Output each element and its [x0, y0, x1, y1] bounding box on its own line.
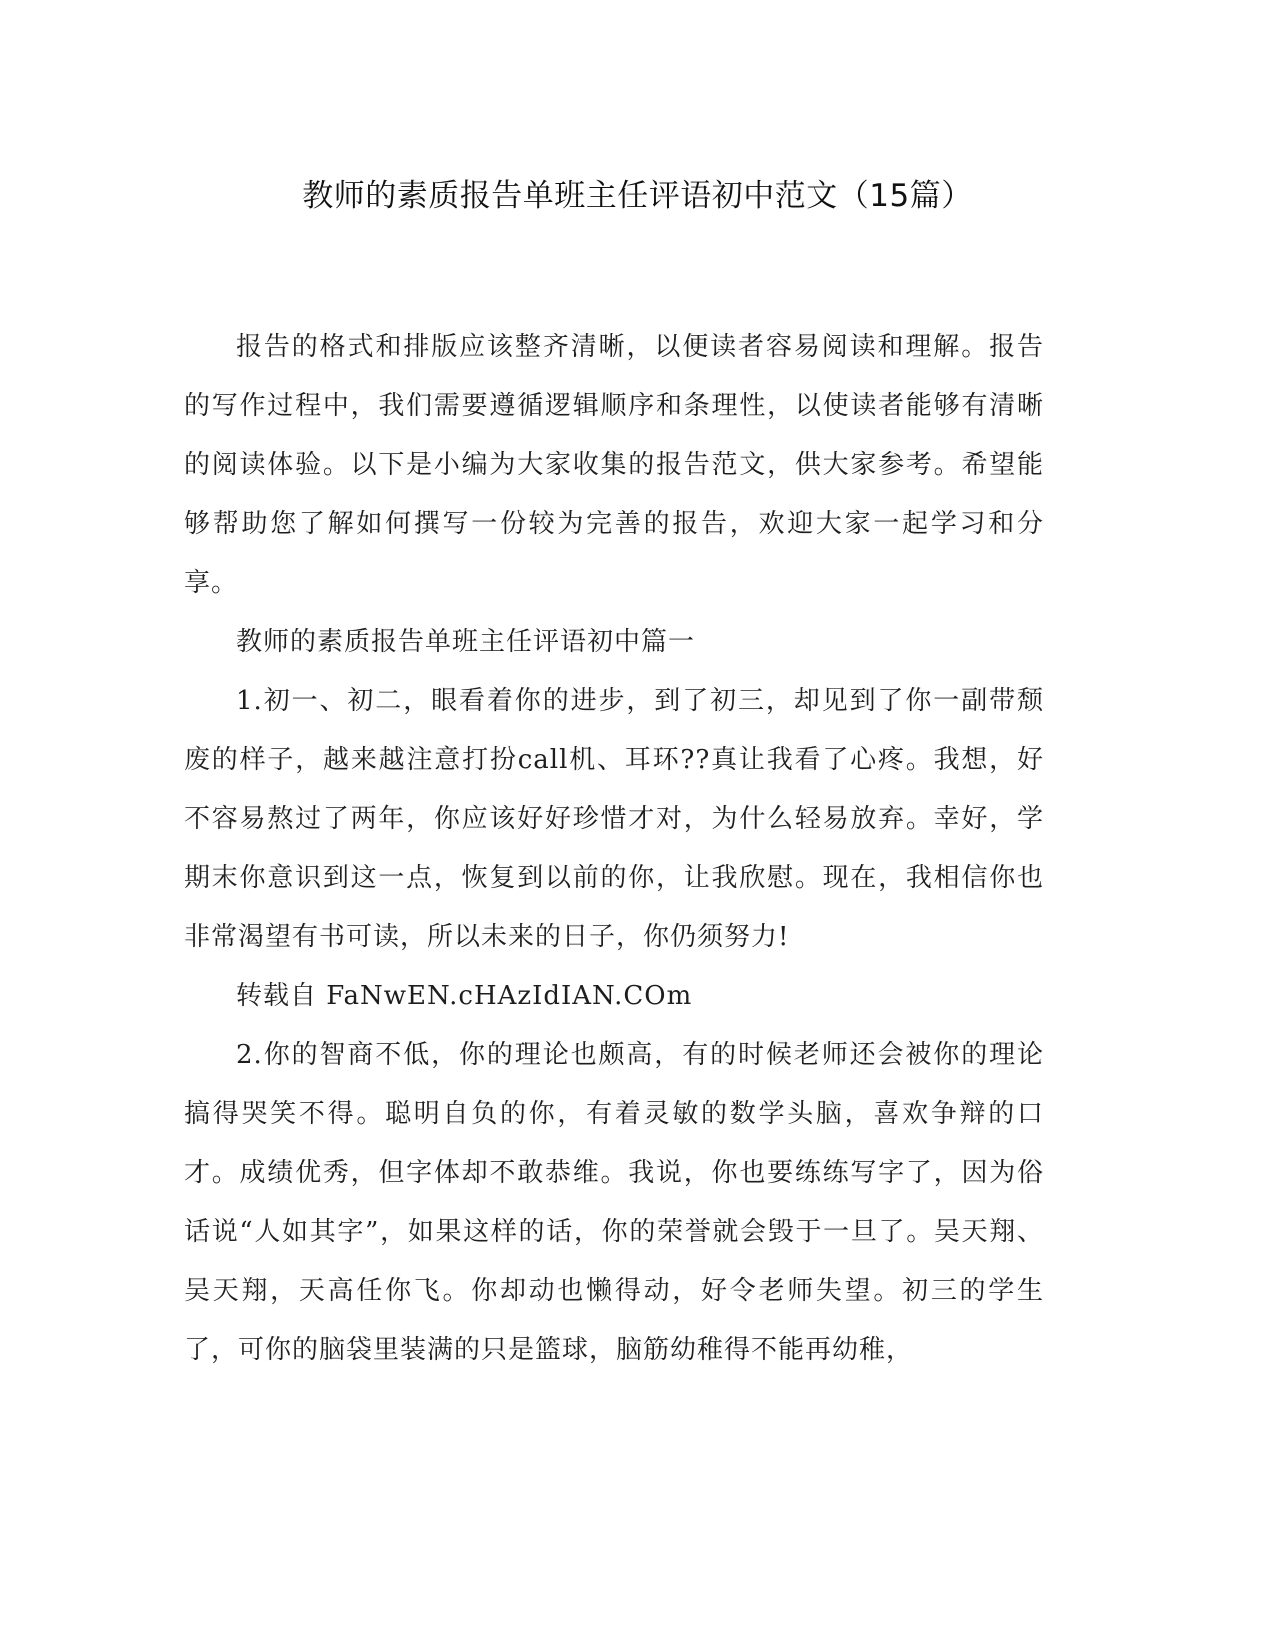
- document-body: [184, 318, 1044, 1380]
- source-note: 转载自 FaNwEN.cHAzIdIAN.COm: [236, 981, 693, 1011]
- comment-paragraph-2: 2.你的智商不低，你的理论也颇高，有的时候老师还会被你的理论搞得哭笑不得。聪明自负的你，有着灵敏的数学头脑，喜欢争辩的口才。成绩优秀，但字体却不敢恭维。我说，你也要练练写字了，因为俗话说“人如其字”，如果这样的话，你的荣誉就会毁于一旦了。吴天翔、吴天翔，天高任你飞。你却动也懒得动，好令老师失望。初三的学生了，可你的脑袋里装满的只是篮球，脑筋幼稚得不能再幼稚，: [184, 1040, 1044, 1365]
- intro-paragraph: 报告的格式和排版应该整齐清晰，以便读者容易阅读和理解。报告的写作过程中，我们需要遵循逻辑顺序和条理性，以使读者能够有清晰的阅读体验。以下是小编为大家收集的报告范文，供大家参考。希望能够帮助您了解如何撰写一份较为完善的报告，欢迎大家一起学习和分享。: [184, 332, 1044, 598]
- section-heading: 教师的素质报告单班主任评语初中篇一: [236, 627, 696, 657]
- document-title: 教师的素质报告单班主任评语初中范文（15篇）: [302, 178, 973, 214]
- comment-paragraph-1: 1.初一、初二，眼看着你的进步，到了初三，却见到了你一副带颓废的样子，越来越注意打扮call机、耳环??真让我看了心疼。我想，好不容易熬过了两年，你应该好好珍惜才对，为什么轻易放弃。幸好，学期末你意识到这一点，恢复到以前的你，让我欣慰。现在，我相信你也非常渴望有书可读，所以未来的日子，你仍须努力!: [184, 686, 1044, 952]
